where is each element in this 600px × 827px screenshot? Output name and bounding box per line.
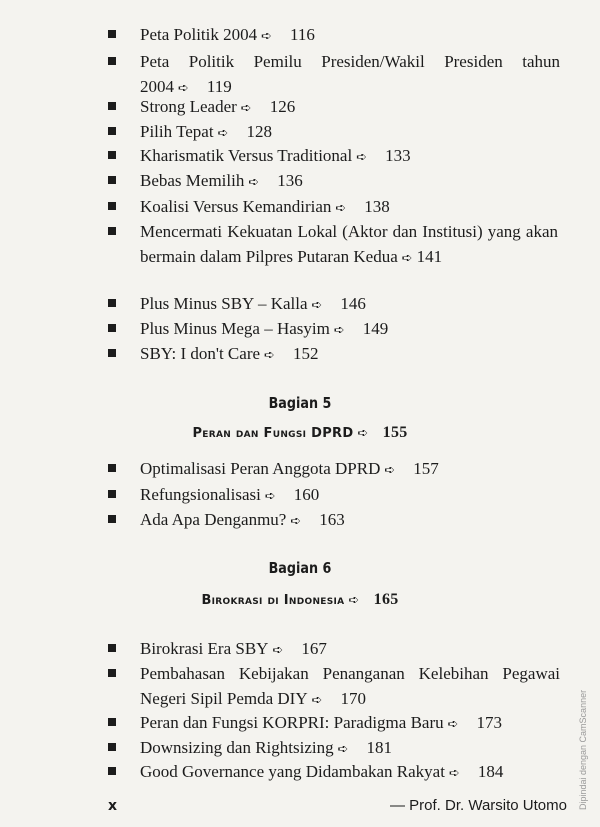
bullet-icon (108, 767, 116, 775)
arrow-icon: ➪ (178, 81, 189, 96)
toc-entry: Mencermati Kekuatan Lokal (Aktor dan Institusi) yang akan bermain dalam Pilpres Putaran Kedua ➪ 141 (140, 219, 558, 271)
bullet-icon (108, 464, 116, 472)
arrow-icon: ➪ (217, 126, 229, 141)
bullet-icon (108, 227, 116, 235)
bullet-icon (108, 515, 116, 523)
arrow-icon: ➪ (447, 717, 459, 732)
part-6-title: Birokrasi di Indonesia ➪ 165 (201, 591, 399, 608)
arrow-icon: ➪ (272, 643, 284, 658)
bullet-icon (108, 743, 116, 751)
toc-entry: Refungsionalisasi ➪ 160 (140, 482, 560, 509)
page-number: x (108, 798, 118, 814)
toc-entry: Ada Apa Denganmu? ➪ 163 (140, 507, 560, 534)
bullet-icon (108, 324, 116, 332)
bullet-icon (108, 202, 116, 210)
arrow-icon: ➪ (357, 426, 369, 441)
bullet-icon (108, 57, 116, 65)
toc-entry: Downsizing dan Rightsizing ➪ 181 (140, 735, 560, 762)
arrow-icon: ➪ (264, 489, 276, 504)
arrow-icon: ➪ (401, 251, 413, 266)
arrow-icon: ➪ (290, 514, 302, 529)
bullet-icon (108, 299, 116, 307)
toc-entry: Good Governance yang Didambakan Rakyat ➪ 184 (140, 759, 560, 786)
bullet-icon (108, 176, 116, 184)
toc-entry: Birokrasi Era SBY ➪ 167 (140, 636, 560, 663)
arrow-icon: ➪ (261, 29, 273, 44)
toc-entry: SBY: I don't Care ➪ 152 (140, 341, 560, 368)
arrow-icon: ➪ (240, 101, 252, 116)
arrow-icon: ➪ (333, 323, 345, 338)
bullet-icon (108, 490, 116, 498)
toc-entry: Koalisi Versus Kemandirian ➪ 138 (140, 194, 560, 221)
bullet-icon (108, 30, 116, 38)
arrow-icon: ➪ (348, 593, 360, 608)
toc-entry: Pilih Tepat ➪ 128 (140, 119, 560, 146)
arrow-icon: ➪ (337, 742, 349, 757)
scanner-watermark: Dipindai dengan CamScanner (578, 689, 588, 810)
arrow-icon: ➪ (311, 693, 323, 708)
part-5-label: Bagian 5 (268, 394, 332, 412)
toc-entry: Plus Minus Mega – Hasyim ➪ 149 (140, 316, 560, 343)
arrow-icon: ➪ (264, 348, 275, 363)
part-5-title: Peran dan Fungsi DPRD ➪ 155 (192, 424, 408, 441)
bullet-icon (108, 669, 116, 677)
toc-entry: Strong Leader ➪ 126 (140, 94, 560, 121)
toc-entry: Kharismatik Versus Traditional ➪ 133 (140, 143, 560, 170)
toc-entry: Bebas Memilih ➪ 136 (140, 168, 560, 195)
toc-entry: Pembahasan Kebijakan Penanganan Kelebihan Pegawai Negeri Sipil Pemda DIY ➪ 170 (140, 661, 560, 713)
arrow-icon: ➪ (448, 766, 460, 781)
bullet-icon (108, 151, 116, 159)
bullet-icon (108, 644, 116, 652)
arrow-icon: ➪ (248, 175, 260, 190)
toc-entry: Peran dan Fungsi KORPRI: Paradigma Baru ➪ 173 (140, 710, 560, 737)
bullet-icon (108, 718, 116, 726)
bullet-icon (108, 102, 116, 110)
toc-entry: Optimalisasi Peran Anggota DPRD ➪ 157 (140, 456, 560, 483)
toc-entry: Peta Politik 2004 ➪ 116 (140, 22, 560, 49)
arrow-icon: ➪ (335, 201, 347, 216)
arrow-icon: ➪ (356, 150, 368, 165)
bullet-icon (108, 127, 116, 135)
part-6-label: Bagian 6 (268, 559, 332, 577)
toc-entry: Plus Minus SBY – Kalla ➪ 146 (140, 291, 560, 318)
arrow-icon: ➪ (311, 298, 323, 313)
bullet-icon (108, 349, 116, 357)
running-footer-author: — Prof. Dr. Warsito Utomo (390, 797, 567, 814)
arrow-icon: ➪ (384, 463, 396, 478)
toc-entry: Peta Politik Pemilu Presiden/Wakil Presiden tahun 2004 ➪ 119 (140, 49, 560, 101)
